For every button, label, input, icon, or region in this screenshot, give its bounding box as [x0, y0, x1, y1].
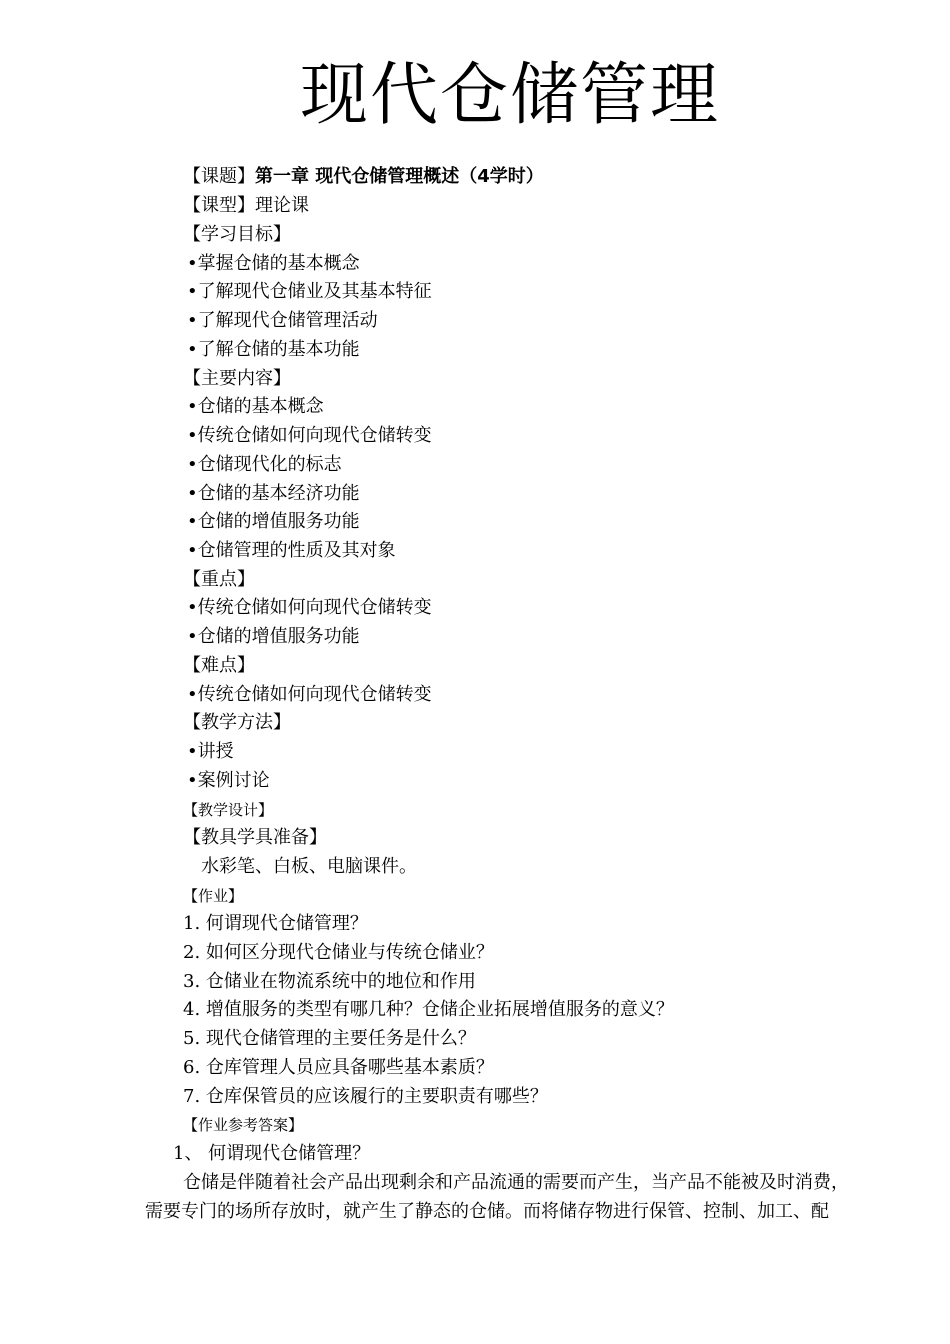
tools-heading: 【教具学具准备】 [183, 827, 327, 848]
difficulties-heading: 【难点】 [183, 655, 255, 676]
content-item: •仓储的增值服务功能 [187, 511, 360, 532]
method-item: •讲授 [187, 741, 234, 762]
methods-heading: 【教学方法】 [183, 712, 291, 733]
homework-item: 2. 如何区分现代仓储业与传统仓储业？ [183, 942, 494, 963]
content-item: •传统仓储如何向现代仓储转变 [187, 425, 432, 446]
homework-item: 5. 现代仓储管理的主要任务是什么？ [183, 1028, 476, 1049]
method-item: •案例讨论 [187, 770, 270, 791]
type-value: 理论课 [255, 195, 309, 216]
tools-text: 水彩笔、白板、电脑课件。 [201, 856, 417, 877]
objective-item: •了解仓储的基本功能 [187, 339, 360, 360]
content-item: •仓储的基本经济功能 [187, 483, 360, 504]
key-points-heading: 【重点】 [183, 569, 255, 590]
answers-heading: 【作业参考答案】 [183, 1116, 304, 1134]
objective-item: •掌握仓储的基本概念 [187, 253, 360, 274]
type-line [183, 194, 309, 218]
homework-item: 7. 仓库保管员的应该履行的主要职责有哪些？ [183, 1086, 548, 1107]
objective-item: •了解现代仓储管理活动 [187, 310, 378, 331]
homework-item: 4. 增值服务的类型有哪几种？仓储企业拓展增值服务的意义？ [183, 999, 674, 1020]
content-item: •仓储管理的性质及其对象 [187, 540, 396, 561]
content-item: •仓储现代化的标志 [187, 454, 342, 475]
answer-paragraph-line: 需要专门的场所存放时，就产生了静态的仓储。而将储存物进行保管、控制、加工、配 [145, 1201, 829, 1222]
homework-item: 3. 仓储业在物流系统中的地位和作用 [183, 971, 476, 992]
answer-question-1: 1、 何谓现代仓储管理？ [173, 1143, 371, 1164]
answer-paragraph-line: 仓储是伴随着社会产品出现剩余和产品流通的需要而产生，当产品不能被及时消费， [183, 1172, 849, 1193]
lesson-line [183, 165, 544, 189]
lesson-value: 第一章 现代仓储管理概述（4学时） [255, 166, 544, 187]
lesson-label: 【课题】 [183, 166, 255, 187]
key-point-item: •传统仓储如何向现代仓储转变 [187, 597, 432, 618]
key-point-item: •仓储的增值服务功能 [187, 626, 360, 647]
objectives-heading: 【学习目标】 [183, 224, 291, 245]
design-heading: 【教学设计】 [183, 801, 274, 819]
type-label: 【课型】 [183, 195, 255, 216]
content-item: •仓储的基本概念 [187, 396, 324, 417]
homework-item: 1. 何谓现代仓储管理？ [183, 913, 368, 934]
homework-item: 6. 仓库管理人员应具备哪些基本素质？ [183, 1057, 494, 1078]
objective-item: •了解现代仓储业及其基本特征 [187, 281, 432, 302]
difficulty-item: •传统仓储如何向现代仓储转变 [187, 684, 432, 705]
homework-heading: 【作业】 [183, 887, 244, 905]
content-heading: 【主要内容】 [183, 368, 291, 389]
document-title: 现代仓储管理 [299, 56, 720, 135]
